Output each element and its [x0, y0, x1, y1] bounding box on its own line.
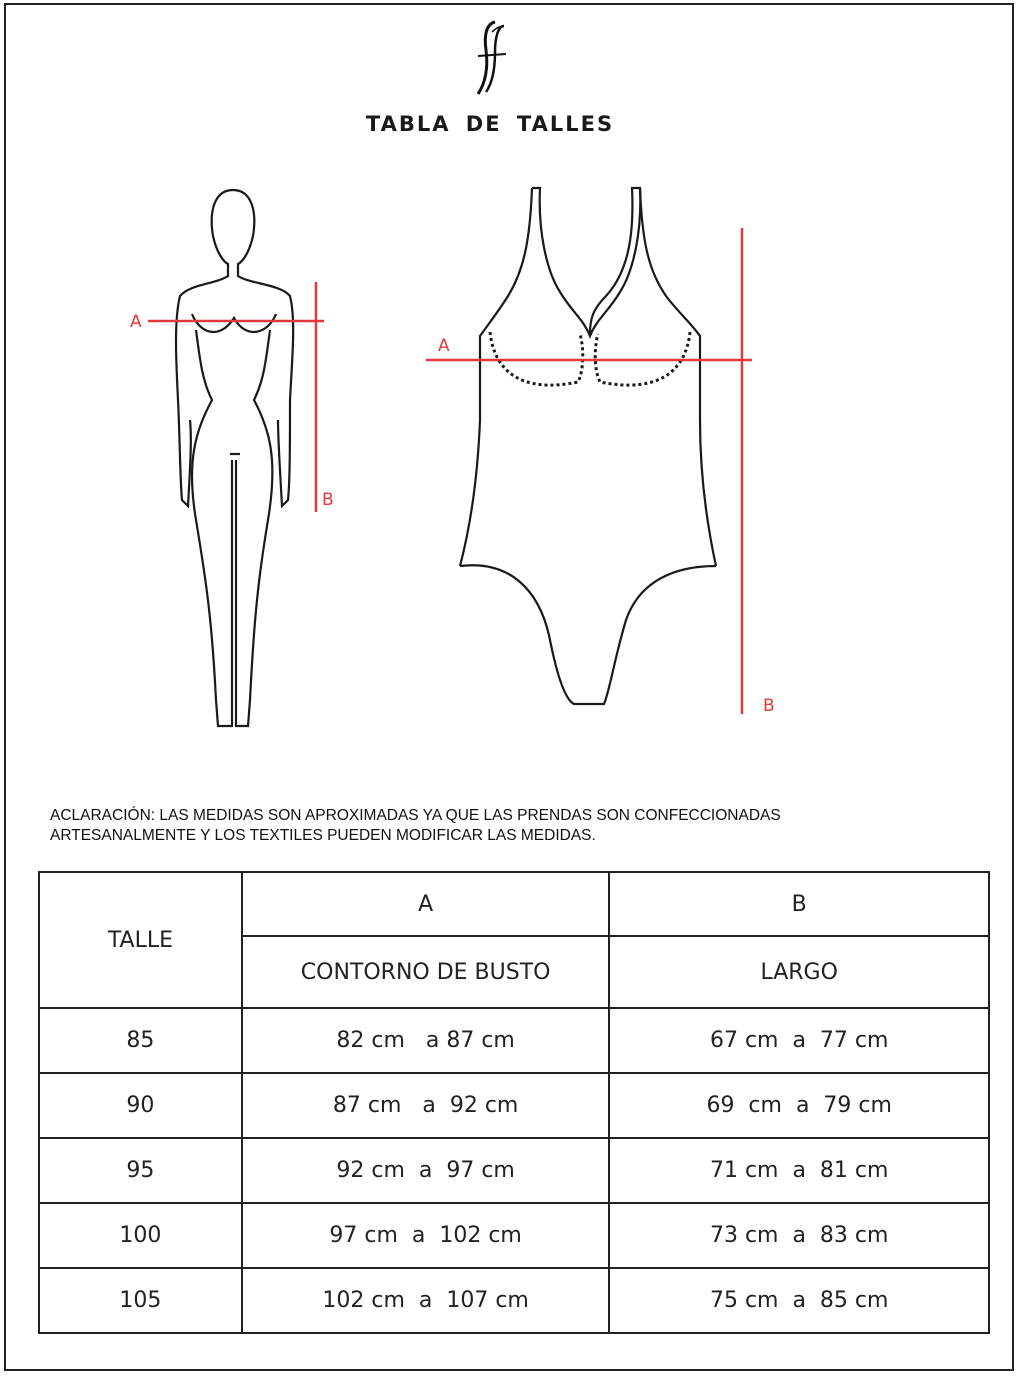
disclaimer-note: [50, 806, 950, 846]
disclaimer-line-2: ARTESANALMENTE Y LOS TEXTILES PUEDEN MODIFICAR LAS MEDIDAS.: [50, 827, 596, 844]
cell-b: 73 cm a 83 cm: [609, 1203, 989, 1268]
header-b-desc: LARGO: [609, 936, 989, 1008]
cell-a: 82 cm a 87 cm: [242, 1008, 610, 1073]
body-label-b: B: [322, 490, 334, 510]
table-row: [39, 1138, 989, 1203]
cell-b: 71 cm a 81 cm: [609, 1138, 989, 1203]
table-row: [39, 1008, 989, 1073]
cell-a: 92 cm a 97 cm: [242, 1138, 610, 1203]
size-table: [38, 871, 990, 1334]
table-row: [39, 1268, 989, 1333]
cell-talle: 105: [39, 1268, 242, 1333]
page-title: TABLA DE TALLES: [365, 112, 615, 136]
table-row: [39, 1073, 989, 1138]
cell-talle: 90: [39, 1073, 242, 1138]
cell-a: 97 cm a 102 cm: [242, 1203, 610, 1268]
cell-a: 87 cm a 92 cm: [242, 1073, 610, 1138]
ff-monogram-logo: [462, 16, 518, 100]
cell-talle: 100: [39, 1203, 242, 1268]
cell-talle: 85: [39, 1008, 242, 1073]
disclaimer-line-1: ACLARACIÓN: LAS MEDIDAS SON APROXIMADAS YA QUE LAS PRENDAS SON CONFECCIONADAS: [50, 807, 781, 824]
cell-b: 67 cm a 77 cm: [609, 1008, 989, 1073]
cell-b: 69 cm a 79 cm: [609, 1073, 989, 1138]
cell-talle: 95: [39, 1138, 242, 1203]
bodysuit-label-b: B: [763, 696, 775, 716]
header-a-desc: CONTORNO DE BUSTO: [242, 936, 610, 1008]
header-talle: TALLE: [39, 872, 242, 1008]
table-header-row: [39, 872, 989, 936]
cell-a: 102 cm a 107 cm: [242, 1268, 610, 1333]
cell-b: 75 cm a 85 cm: [609, 1268, 989, 1333]
table-row: [39, 1203, 989, 1268]
header-a: A: [242, 872, 610, 936]
body-label-a: A: [130, 312, 142, 332]
bodysuit-label-a: A: [438, 336, 450, 356]
header-b: B: [609, 872, 989, 936]
